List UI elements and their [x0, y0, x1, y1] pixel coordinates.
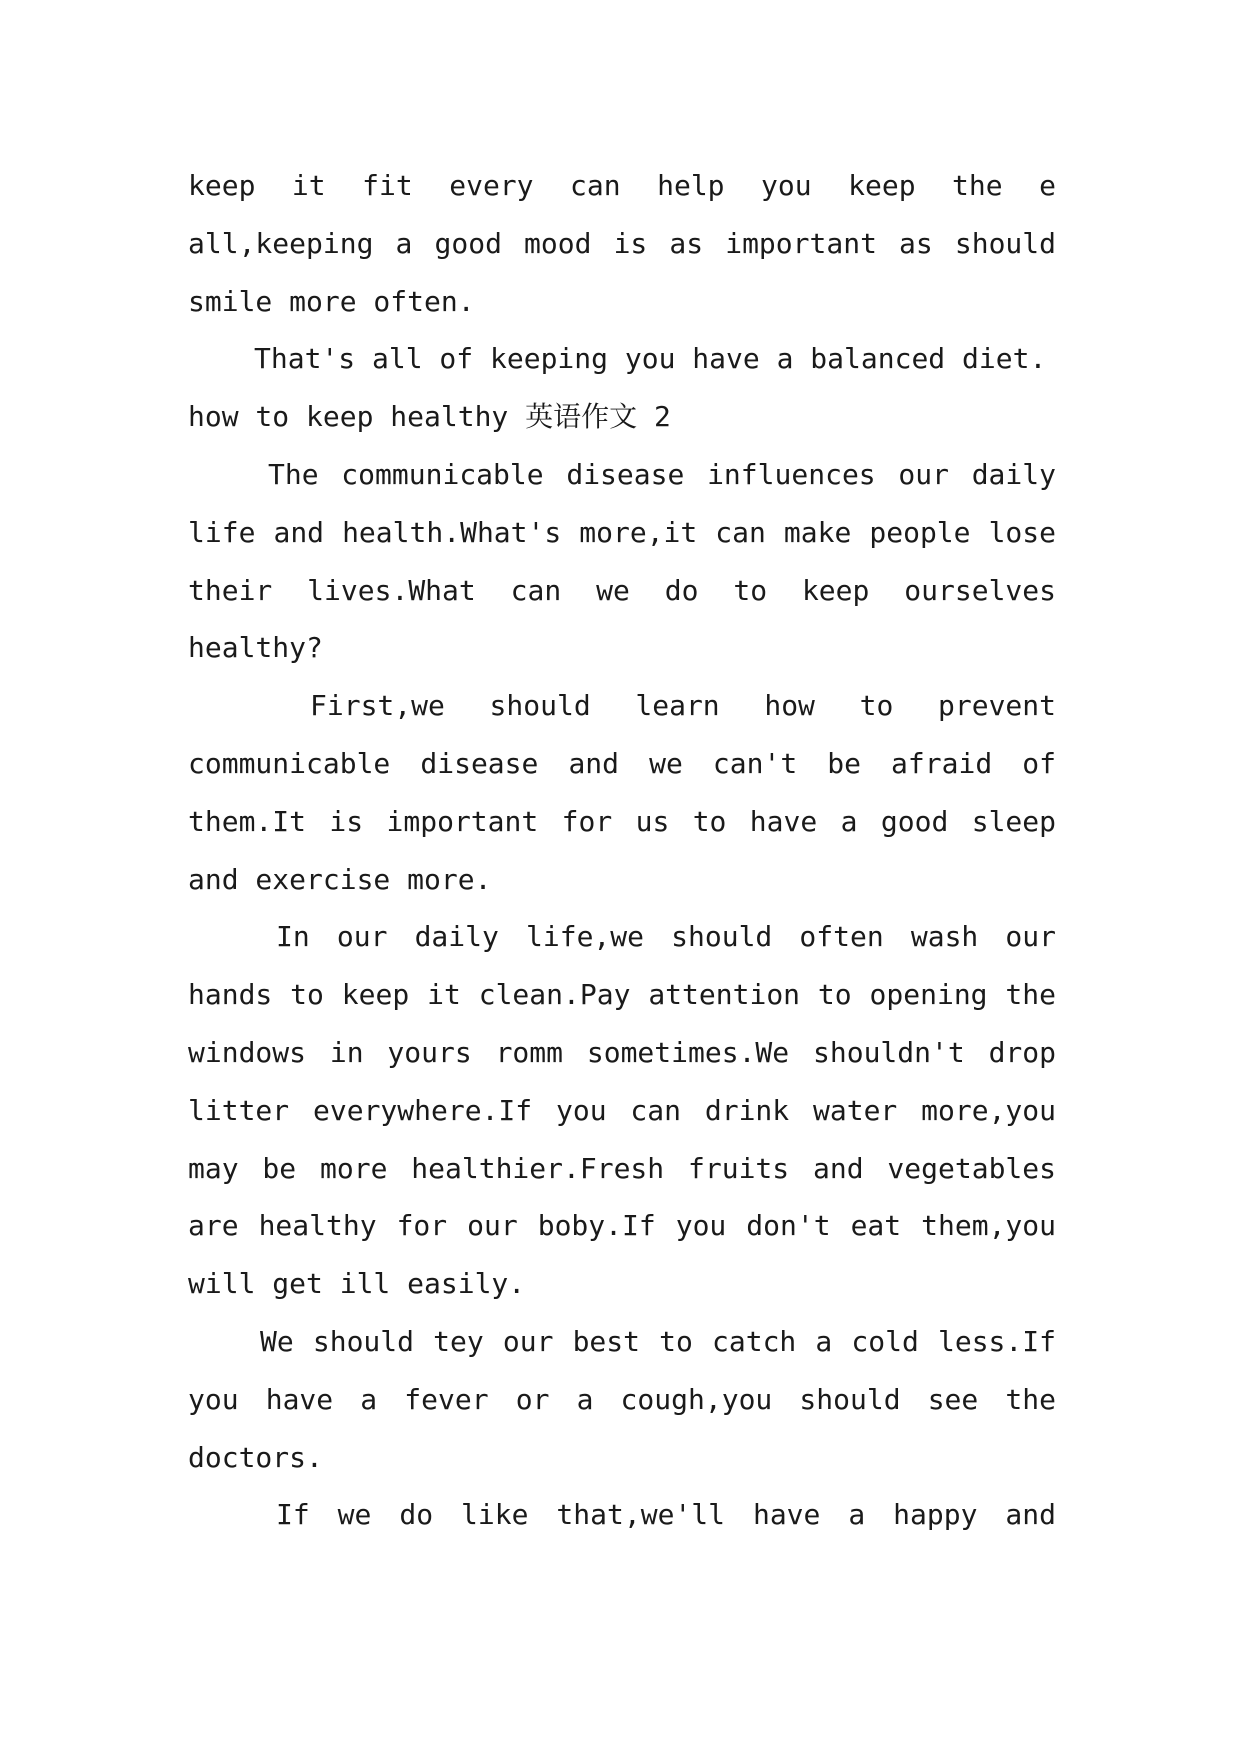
text-line: their lives.What can we do to keep ourselves — [188, 573, 1056, 607]
text-line: That's all of keeping you have a balanced diet. — [254, 342, 1047, 376]
text-line: communicable disease and we can't be afraid of — [188, 747, 1056, 780]
text-line: doctors. — [188, 1440, 323, 1474]
text-line: them.It is important for us to have a good sleep — [188, 804, 1056, 838]
text-line: If we do like that,we'll have a happy and — [276, 1498, 1056, 1532]
text-line: smile more often. — [188, 284, 475, 318]
text-line: In our daily life,we should often wash our — [276, 920, 1056, 954]
text-line: you have a fever or a cough,you should see the — [188, 1382, 1056, 1416]
text-line: We should tey our best to catch a cold less.If — [260, 1325, 1056, 1358]
text-line: all,keeping a good mood is as important as should — [188, 226, 1056, 260]
text-line: hands to keep it clean.Pay attention to opening the — [188, 978, 1056, 1012]
text-line: are healthy for our boby.If you don't eat them,you — [188, 1209, 1056, 1243]
text-line: life and health.What's more,it can make people lose — [188, 515, 1056, 549]
text-line: First,we should learn how to prevent — [310, 689, 1056, 723]
section-heading: how to keep healthy 英语作文 2 — [188, 400, 671, 434]
text-line: windows in yours romm sometimes.We shouldn't drop — [188, 1036, 1056, 1069]
text-line: The communicable disease influences our daily — [268, 458, 1056, 491]
text-line: litter everywhere.If you can drink water more,you — [188, 1093, 1056, 1127]
text-line: may be more healthier.Fresh fruits and vegetables — [188, 1151, 1056, 1185]
text-line: keep it fit every can help you keep the e — [188, 169, 1056, 202]
text-line: healthy? — [188, 631, 323, 665]
text-line: and exercise more. — [188, 862, 492, 896]
text-line: will get ill easily. — [188, 1267, 526, 1301]
